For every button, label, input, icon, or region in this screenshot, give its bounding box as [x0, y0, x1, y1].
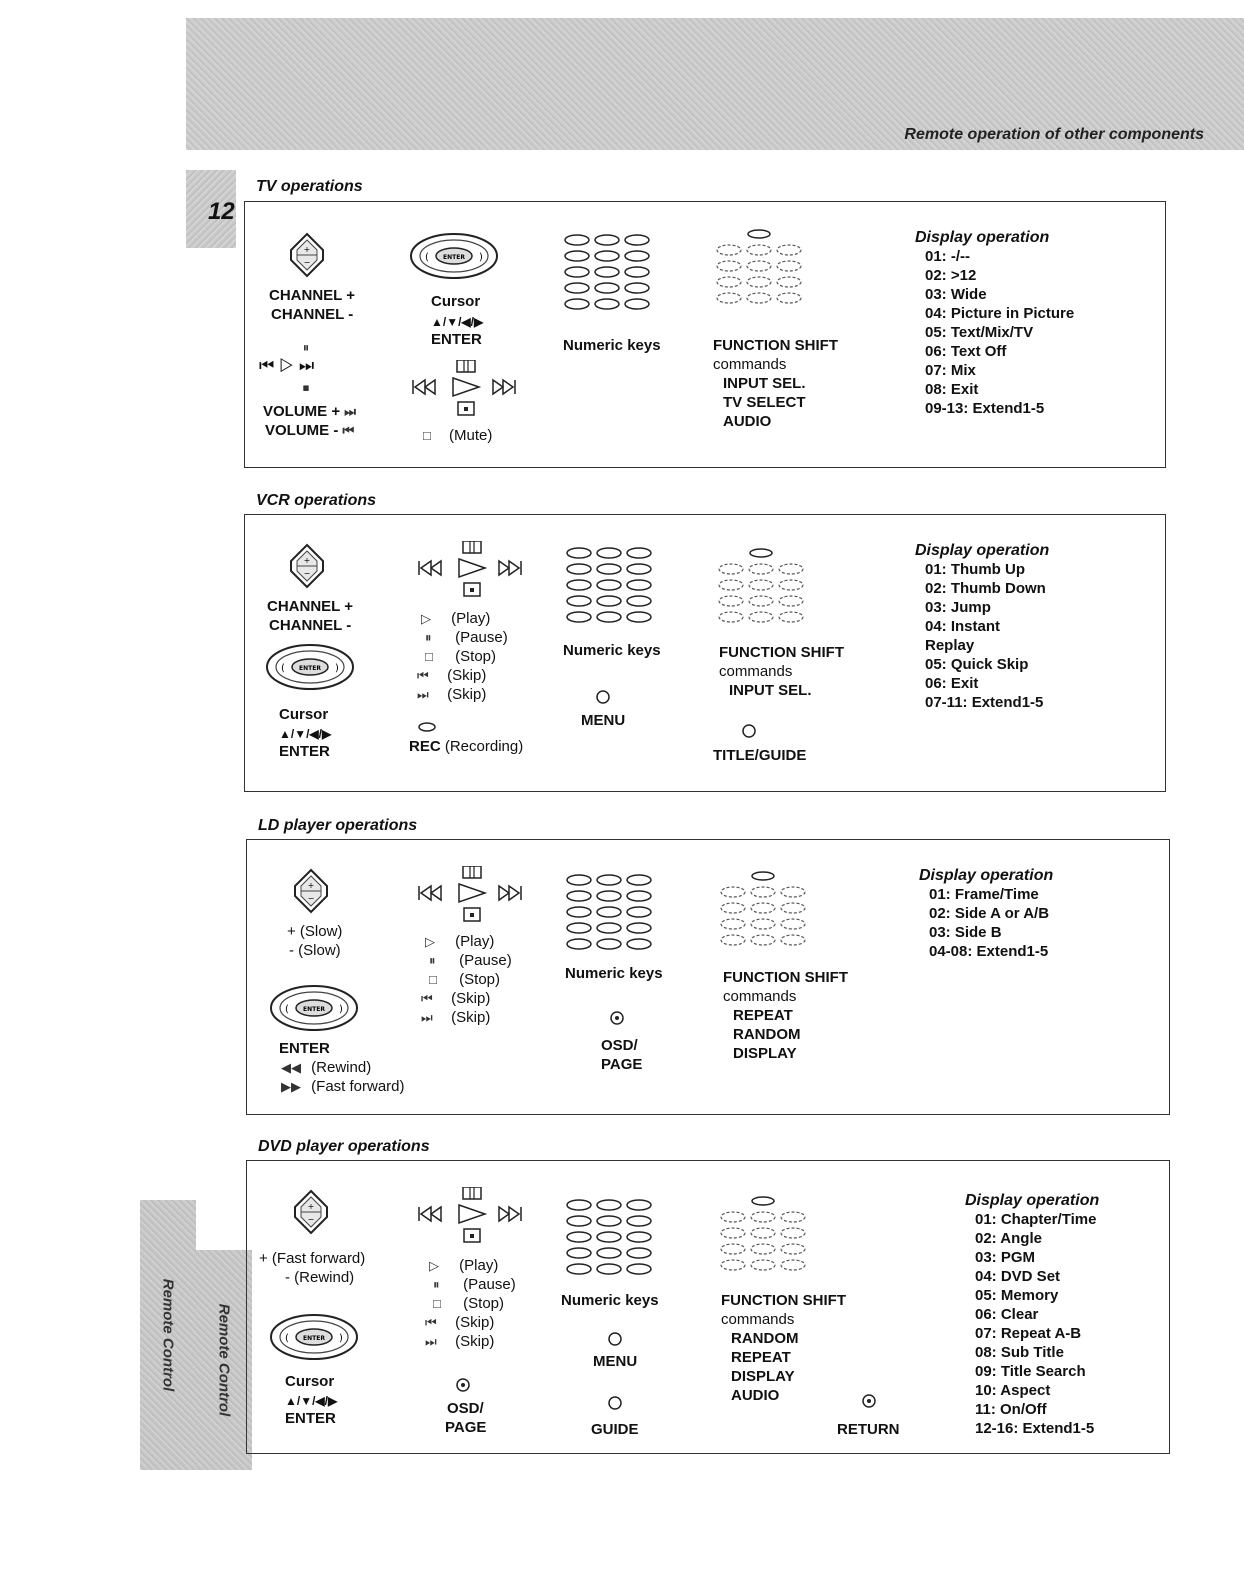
- menu-label: MENU: [581, 712, 626, 729]
- slow-rocker-icon: [293, 868, 329, 914]
- display-item: 08: Exit: [925, 381, 979, 398]
- rec-button-icon: [417, 721, 437, 733]
- osd-button-icon: [455, 1377, 471, 1393]
- display-item: 07: Mix: [925, 362, 976, 379]
- skip-back-label: ⏮ (Skip): [421, 990, 491, 1007]
- fs-sub: commands: [719, 663, 793, 680]
- numeric-keys-label: Numeric keys: [563, 337, 661, 354]
- slow-plus-label: + (Slow): [287, 923, 343, 940]
- display-item: 12-16: Extend1-5: [975, 1420, 1095, 1437]
- fs-heading: FUNCTION SHIFT: [723, 969, 848, 986]
- cursor-label: Cursor: [431, 293, 481, 310]
- enter-pad-icon: [269, 984, 361, 1034]
- function-shift-keys-icon: [715, 228, 805, 308]
- title-guide-button-icon: [741, 723, 757, 739]
- display-item: 03: PGM: [975, 1249, 1036, 1266]
- display-item: Replay: [925, 637, 975, 654]
- fs-item: RANDOM: [731, 1330, 799, 1347]
- display-item: 04: Instant: [925, 618, 1001, 635]
- display-operation-heading: Display operation: [919, 867, 1054, 884]
- stop-label: □ (Stop): [429, 971, 501, 988]
- fs-heading: FUNCTION SHIFT: [713, 337, 838, 354]
- cursor-label: Cursor: [279, 706, 329, 723]
- channel-plus-label: CHANNEL +: [267, 598, 353, 615]
- pause-label: ⏸ (Pause): [433, 1276, 516, 1293]
- display-item: 09: Title Search: [975, 1363, 1086, 1380]
- return-button-icon: [861, 1393, 877, 1409]
- enter-label: ENTER: [431, 331, 482, 348]
- skip-back-label: ⏮ (Skip): [425, 1314, 495, 1331]
- side-tab-label: Remote Control: [159, 1278, 177, 1392]
- function-shift-commands: [721, 1291, 846, 1405]
- channel-minus-label: CHANNEL -: [271, 306, 354, 323]
- menu-button-icon: [595, 689, 611, 705]
- volume-minus-label: VOLUME - ⏮: [265, 422, 355, 439]
- skip-forward-label: ⏭ (Skip): [417, 686, 487, 703]
- ld-operations-box: [246, 839, 1170, 1115]
- display-item: 09-13: Extend1-5: [925, 400, 1045, 417]
- stop-label: □ (Stop): [433, 1295, 505, 1312]
- numeric-keys-label: Numeric keys: [563, 642, 661, 659]
- fs-heading: FUNCTION SHIFT: [719, 644, 844, 661]
- display-item: 03: Jump: [925, 599, 991, 616]
- transport-icons: [411, 360, 521, 418]
- enter-pad-icon: [409, 232, 501, 282]
- side-tab-right: [196, 1250, 252, 1470]
- fs-item: TV SELECT: [723, 394, 806, 411]
- side-tab-label: Remote Control: [215, 1303, 233, 1417]
- display-item: 06: Exit: [925, 675, 979, 692]
- display-item: 01: Thumb Up: [925, 561, 1025, 578]
- display-item: 02: >12: [925, 267, 977, 284]
- vcr-operations-box: [244, 514, 1166, 792]
- display-item: 05: Memory: [975, 1287, 1059, 1304]
- function-shift-keys-icon: [719, 870, 809, 950]
- function-shift-commands: [719, 643, 844, 700]
- display-item: 03: Wide: [925, 286, 987, 303]
- volume-plus-label: VOLUME + ⏭: [263, 403, 356, 420]
- display-item: 01: Chapter/Time: [975, 1211, 1097, 1228]
- display-item: 03: Side B: [929, 924, 1002, 941]
- transport-icons: [417, 1187, 527, 1245]
- play-label: ▷ (Play): [425, 933, 495, 950]
- return-label: RETURN: [837, 1421, 900, 1438]
- numeric-keypad-icon: [565, 870, 655, 954]
- display-operation-list: [965, 1210, 1096, 1438]
- ff-rw-rocker-icon: [293, 1189, 329, 1235]
- dvd-operations-box: [246, 1160, 1170, 1454]
- display-item: 04-08: Extend1-5: [929, 943, 1049, 960]
- stop-icon: ⏹: [302, 380, 310, 395]
- header-band: [186, 18, 1244, 150]
- play-label: ▷ (Play): [421, 610, 491, 627]
- numeric-keys-label: Numeric keys: [561, 1292, 659, 1309]
- enter-label: ENTER: [279, 743, 330, 760]
- guide-button-icon: [607, 1395, 623, 1411]
- pause-label: ⏸ (Pause): [429, 952, 512, 969]
- osd-label: OSD/: [447, 1400, 484, 1417]
- display-item: 07-11: Extend1-5: [925, 694, 1044, 711]
- fs-item: INPUT SEL.: [729, 682, 812, 699]
- display-item: 04: Picture in Picture: [925, 305, 1075, 322]
- fs-sub: commands: [723, 988, 797, 1005]
- display-item: 06: Text Off: [925, 343, 1007, 360]
- tv-operations-box: [244, 201, 1166, 468]
- channel-plus-label: CHANNEL +: [269, 287, 355, 304]
- page-number: 12: [208, 198, 235, 225]
- mute-label: □ (Mute): [423, 427, 493, 444]
- fs-item: DISPLAY: [731, 1368, 795, 1385]
- display-operation-list: [915, 247, 1074, 418]
- channel-minus-label: CHANNEL -: [269, 617, 352, 634]
- display-operation-list: [915, 560, 1046, 712]
- vcr-section-title: VCR operations: [256, 492, 377, 509]
- cursor-arrows: ▲/▼/◀/▶: [431, 315, 484, 329]
- fs-item: AUDIO: [723, 413, 772, 430]
- display-item: 04: DVD Set: [975, 1268, 1061, 1285]
- display-item: 05: Quick Skip: [925, 656, 1029, 673]
- display-item: 01: Frame/Time: [929, 886, 1039, 903]
- function-shift-keys-icon: [717, 547, 807, 627]
- display-item: 02: Thumb Down: [925, 580, 1046, 597]
- function-shift-commands: [723, 968, 848, 1063]
- osd-label: OSD/: [601, 1037, 638, 1054]
- fast-forward-label: ▶▶ (Fast forward): [281, 1078, 405, 1095]
- header-title: Remote operation of other components: [904, 126, 1204, 143]
- fs-item: AUDIO: [731, 1387, 780, 1404]
- enter-pad-icon: [269, 1313, 361, 1363]
- skip-back-label: ⏮ (Skip): [417, 667, 487, 684]
- numeric-keypad-icon: [565, 1195, 655, 1279]
- enter-pad-icon: [265, 643, 357, 693]
- fast-forward-label: + (Fast forward): [259, 1250, 366, 1267]
- numeric-keys-label: Numeric keys: [565, 965, 663, 982]
- stop-label: □ (Stop): [425, 648, 497, 665]
- tv-section-title: TV operations: [256, 178, 363, 195]
- display-operation-heading: Display operation: [915, 542, 1050, 559]
- rewind-label: - (Rewind): [285, 1269, 355, 1286]
- display-item: 06: Clear: [975, 1306, 1039, 1323]
- fs-item: RANDOM: [733, 1026, 801, 1043]
- cursor-label: Cursor: [285, 1373, 335, 1390]
- pause-label: ⏸ (Pause): [425, 629, 508, 646]
- fs-item: REPEAT: [733, 1007, 793, 1024]
- pause-icon: ⏸: [302, 340, 310, 355]
- enter-label: ENTER: [279, 1040, 330, 1057]
- fs-item: REPEAT: [731, 1349, 791, 1366]
- menu-label: MENU: [593, 1353, 638, 1370]
- display-item: 01: -/--: [925, 248, 970, 265]
- fs-heading: FUNCTION SHIFT: [721, 1292, 846, 1309]
- display-operation-heading: Display operation: [915, 229, 1050, 246]
- transport-icons: [417, 866, 527, 924]
- display-item: 02: Side A or A/B: [929, 905, 1050, 922]
- rewind-label: ◀◀ (Rewind): [281, 1059, 372, 1076]
- dvd-section-title: DVD player operations: [258, 1138, 430, 1155]
- fs-sub: commands: [721, 1311, 795, 1328]
- slow-minus-label: - (Slow): [289, 942, 341, 959]
- display-item: 08: Sub Title: [975, 1344, 1064, 1361]
- skip-forward-label: ⏭ (Skip): [425, 1333, 495, 1350]
- function-shift-keys-icon: [719, 1195, 809, 1275]
- fs-item: DISPLAY: [733, 1045, 797, 1062]
- play-label: ▷ (Play): [429, 1257, 499, 1274]
- display-item: 05: Text/Mix/TV: [925, 324, 1034, 341]
- osd-button-icon: [609, 1010, 625, 1026]
- display-item: 02: Angle: [975, 1230, 1042, 1247]
- transport-icons: [417, 541, 527, 599]
- cursor-arrows: ▲/▼/◀/▶: [279, 727, 332, 741]
- numeric-keypad-icon: [565, 543, 655, 627]
- enter-label: ENTER: [285, 1410, 336, 1427]
- display-operation-list: [919, 885, 1049, 961]
- fs-sub: commands: [713, 356, 787, 373]
- menu-button-icon: [607, 1331, 623, 1347]
- cursor-arrows: ▲/▼/◀/▶: [285, 1394, 338, 1408]
- skip-forward-label: ⏭ (Skip): [421, 1009, 491, 1026]
- title-guide-label: TITLE/GUIDE: [713, 747, 807, 764]
- function-shift-commands: [713, 336, 838, 431]
- page-label: PAGE: [601, 1056, 643, 1073]
- channel-rocker-icon: [289, 543, 325, 589]
- display-operation-heading: Display operation: [965, 1192, 1100, 1209]
- channel-rocker-icon: [289, 232, 325, 278]
- side-tab-left: [140, 1200, 196, 1470]
- ld-section-title: LD player operations: [258, 817, 418, 834]
- fs-item: INPUT SEL.: [723, 375, 806, 392]
- page-label: PAGE: [445, 1419, 487, 1436]
- guide-label: GUIDE: [591, 1421, 639, 1438]
- display-item: 07: Repeat A-B: [975, 1325, 1082, 1342]
- transport-skip-icons: ⏮ ▷ ⏭: [259, 356, 315, 375]
- numeric-keypad-icon: [563, 230, 653, 314]
- display-item: 11: On/Off: [975, 1401, 1047, 1418]
- display-item: 10: Aspect: [975, 1382, 1051, 1399]
- rec-label: REC (Recording): [409, 738, 524, 755]
